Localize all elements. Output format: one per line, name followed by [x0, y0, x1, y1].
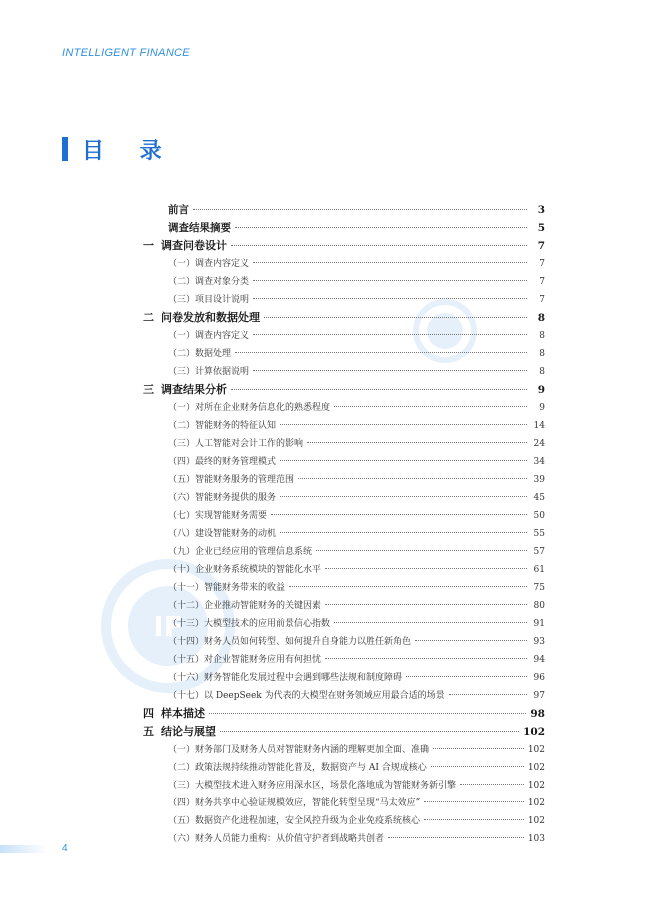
toc-dot-leader [298, 478, 527, 479]
toc-entry[interactable] [143, 438, 545, 451]
toc-entry[interactable] [143, 762, 545, 775]
heading-accent-bar [62, 137, 68, 161]
toc-entry-page: 7 [537, 239, 545, 252]
toc-entry[interactable] [143, 294, 545, 307]
toc-entry-label: 样本描述 [161, 706, 205, 720]
toc-dot-leader [193, 209, 527, 210]
toc-entry[interactable] [143, 402, 545, 415]
toc-entry[interactable] [143, 708, 545, 721]
toc-entry-label: （一）调查内容定义 [168, 330, 250, 341]
toc-dot-leader [280, 532, 527, 533]
toc-entry-label: （三）大模型技术进入财务应用深水区，场景化落地成为智能财务新引擎 [168, 780, 457, 791]
toc-entry[interactable] [143, 672, 545, 685]
toc-dot-leader [388, 837, 524, 838]
toc-entry-label: （四）财务共享中心验证规模效应，智能化转型呈现“马太效应” [168, 798, 421, 809]
svg-text:IF: IF [153, 610, 183, 643]
toc-entry-page: 93 [533, 636, 545, 647]
toc-dot-leader [334, 406, 527, 407]
toc-entry-page: 7 [539, 258, 545, 269]
toc-dot-leader [253, 280, 527, 281]
toc-dot-leader [253, 298, 527, 299]
toc-entry-page: 97 [533, 690, 545, 701]
toc-entry-page: 103 [527, 834, 545, 845]
toc-entry[interactable] [143, 744, 545, 757]
toc-dot-leader [235, 352, 527, 353]
toc-entry-page: 80 [533, 600, 545, 611]
toc-dot-leader [209, 713, 526, 714]
toc-dot-leader [325, 604, 527, 605]
toc-entry-page: 8 [539, 348, 545, 359]
toc-entry-page: 9 [537, 383, 545, 396]
toc-entry-label: （十五）对企业智能财务应用有何担忧 [168, 654, 322, 665]
toc-entry-page: 50 [533, 510, 545, 521]
toc-entry-label: （二）智能财务的特征认知 [168, 420, 277, 431]
toc-entry-page: 8 [537, 311, 545, 324]
toc-entry-label: （十一）智能财务带来的收益 [168, 582, 286, 593]
toc-entry-label: （二）政策法规持续推动智能化普及，数据资产与 AI 合规成核心 [168, 762, 427, 773]
toc-entry-page: 102 [527, 762, 545, 773]
toc-dot-leader [316, 550, 527, 551]
toc-dot-leader [253, 370, 527, 371]
toc-dot-leader [424, 819, 524, 820]
toc-entry-label: （九）企业已经应用的管理信息系统 [168, 546, 313, 557]
toc-entry[interactable] [143, 833, 545, 846]
toc-dot-leader [264, 317, 527, 318]
toc-dot-leader [424, 801, 524, 802]
toc-entry-page: 3 [537, 204, 545, 216]
toc-dot-leader [325, 658, 527, 659]
toc-dot-leader [253, 262, 527, 263]
toc-dot-leader [334, 622, 527, 623]
toc-entry-label: 结论与展望 [161, 724, 216, 738]
toc-dot-leader [433, 748, 524, 749]
page-title: 目 录 [82, 138, 176, 164]
toc-entry-label: （四）最终的财务管理模式 [168, 456, 277, 467]
header-brand: INTELLIGENT FINANCE [62, 47, 190, 59]
toc-entry-label: （二）调查对象分类 [168, 276, 250, 287]
toc-entry-page: 34 [533, 456, 545, 467]
toc-entry-page: 75 [533, 582, 545, 593]
toc-entry-page: 102 [527, 780, 545, 791]
toc-entry-page: 14 [533, 420, 545, 431]
toc-entry-number: 三 [143, 382, 154, 396]
toc-entry-page: 8 [539, 330, 545, 341]
toc-entry-label: （一）对所在企业财务信息化的熟悉程度 [168, 402, 331, 413]
toc-dot-leader [280, 496, 527, 497]
toc-entry[interactable] [143, 384, 545, 397]
toc-dot-leader [431, 766, 524, 767]
toc-entry[interactable] [143, 564, 545, 577]
toc-entry-label: （三）项目设计说明 [168, 294, 250, 305]
toc-entry-page: 94 [533, 654, 545, 665]
toc-entry-page: 7 [539, 276, 545, 287]
toc-entry[interactable] [143, 797, 545, 810]
toc-entry-label: （六）智能财务提供的服务 [168, 492, 277, 503]
toc-entry[interactable] [143, 528, 545, 541]
toc-entry[interactable] [143, 492, 545, 505]
toc-entry[interactable] [143, 474, 545, 487]
toc-dot-leader [280, 424, 527, 425]
toc-entry-page: 102 [523, 725, 545, 738]
toc-entry-page: 102 [527, 816, 545, 827]
toc-entry-label: 调查结果分析 [161, 382, 227, 396]
toc-entry-label: 问卷发放和数据处理 [161, 310, 260, 324]
toc-entry-label: （三）计算依据说明 [168, 366, 250, 377]
toc-entry[interactable] [143, 366, 545, 379]
toc-entry-label: （六）财务人员能力重构：从价值守护者到战略共创者 [168, 834, 385, 845]
toc-dot-leader [325, 568, 527, 569]
toc-entry-page: 91 [533, 618, 545, 629]
toc-dot-leader [307, 442, 527, 443]
toc-entry-label: （一）财务部门及财务人员对智能财务内涵的理解更加全面、准确 [168, 744, 430, 755]
toc-entry[interactable] [143, 510, 545, 523]
toc-dot-leader [253, 334, 527, 335]
toc-dot-leader [271, 514, 527, 515]
toc-entry-label: 调查问卷设计 [161, 238, 227, 252]
toc-entry[interactable] [143, 222, 545, 235]
toc-entry[interactable] [143, 348, 545, 361]
toc-entry-number: 五 [143, 724, 154, 738]
toc-entry-page: 24 [533, 438, 545, 449]
toc-entry-label: （十三）大模型技术的应用前景信心指数 [168, 618, 331, 629]
toc-entry-label: （十）企业财务系统模块的智能化水平 [168, 564, 322, 575]
toc-entry[interactable] [143, 456, 545, 469]
toc-entry[interactable] [143, 636, 545, 649]
toc-entry-label: （一）调查内容定义 [168, 258, 250, 269]
toc-dot-leader [415, 640, 527, 641]
toc-entry-page: 45 [533, 492, 545, 503]
toc-dot-leader [220, 731, 519, 732]
toc-entry-number: 四 [143, 706, 154, 720]
toc-entry-page: 57 [533, 546, 545, 557]
toc-entry[interactable] [143, 420, 545, 433]
toc-entry[interactable] [143, 276, 545, 289]
toc-entry-page: 61 [533, 564, 545, 575]
toc-entry-page: 98 [530, 707, 545, 720]
toc-entry-page: 39 [533, 474, 545, 485]
toc-entry[interactable] [143, 330, 545, 343]
toc-entry-label: （八）建设智能财务的动机 [168, 528, 277, 539]
toc-entry[interactable] [143, 690, 545, 703]
toc-entry-label: （三）人工智能对会计工作的影响 [168, 438, 304, 449]
toc-dot-leader [406, 676, 527, 677]
toc-entry-label: 前言 [168, 204, 189, 216]
toc-entry-label: 调查结果摘要 [168, 221, 231, 234]
toc-dot-leader [289, 586, 527, 587]
toc-heading [62, 136, 176, 162]
toc-entry[interactable] [143, 240, 545, 253]
toc-entry-page: 102 [527, 744, 545, 755]
toc-entry[interactable] [143, 726, 545, 739]
table-of-contents [143, 204, 545, 851]
toc-entry-number: 二 [143, 310, 154, 324]
toc-entry[interactable] [143, 312, 545, 325]
toc-dot-leader [460, 784, 524, 785]
toc-entry-label: （七）实现智能财务需要 [168, 510, 268, 521]
page-number: 4 [62, 843, 68, 854]
toc-entry-page: 8 [539, 366, 545, 377]
toc-dot-leader [235, 227, 527, 228]
footer-accent-bar [0, 845, 48, 853]
toc-dot-leader [280, 460, 527, 461]
toc-entry[interactable] [143, 618, 545, 631]
toc-entry[interactable] [143, 258, 545, 271]
toc-entry-label: （五）智能财务服务的管理范围 [168, 474, 295, 485]
toc-entry-page: 5 [537, 221, 545, 234]
toc-entry[interactable] [143, 654, 545, 667]
toc-entry-page: 7 [539, 294, 545, 305]
toc-entry-page: 9 [539, 402, 545, 413]
toc-entry-label: （二）数据处理 [168, 348, 232, 359]
toc-dot-leader [231, 389, 527, 390]
toc-entry-label: （十六）财务智能化发展过程中会遇到哪些法规和制度障碍 [168, 672, 403, 683]
toc-entry-page: 96 [533, 672, 545, 683]
toc-dot-leader [449, 694, 527, 695]
toc-entry-label: （十四）财务人员如何转型、如何提升自身能力以胜任新角色 [168, 636, 412, 647]
toc-entry-number: 一 [143, 238, 154, 252]
toc-entry[interactable] [143, 600, 545, 613]
toc-entry-label: （十二）企业推动智能财务的关键因素 [168, 600, 322, 611]
toc-entry-label: （十七）以 DeepSeek 为代表的大模型在财务领域应用最合适的场景 [168, 690, 445, 701]
toc-entry[interactable] [143, 546, 545, 559]
toc-entry-page: 102 [527, 798, 545, 809]
toc-entry[interactable] [143, 780, 545, 793]
toc-entry-label: （五）数据资产化进程加速，安全风控升级为企业免疫系统核心 [168, 816, 421, 827]
toc-entry[interactable] [143, 582, 545, 595]
toc-entry[interactable] [143, 204, 545, 217]
toc-entry-page: 55 [533, 528, 545, 539]
toc-entry[interactable] [143, 815, 545, 828]
toc-dot-leader [231, 245, 527, 246]
